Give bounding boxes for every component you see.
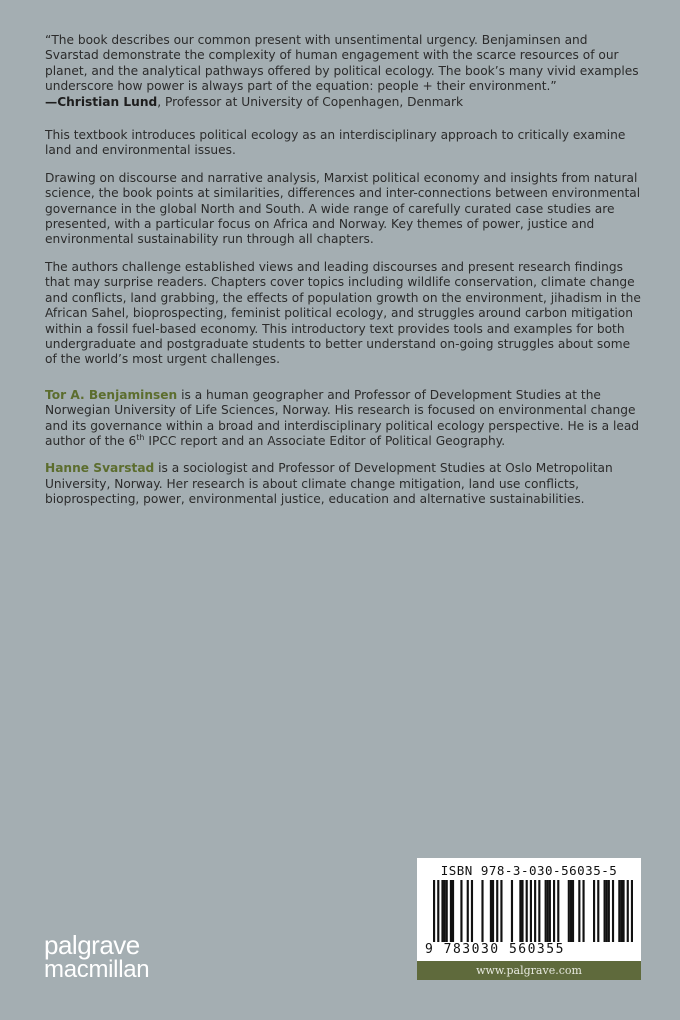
barcode-bar	[460, 880, 462, 942]
barcode-bar	[446, 880, 448, 942]
author-bio-text: IPCC report and an Associate Editor of Political Geography.	[144, 433, 506, 448]
barcode-bar	[549, 880, 551, 942]
barcode-bar	[582, 880, 584, 942]
barcode-bar	[433, 880, 435, 942]
barcode-bar	[534, 880, 536, 942]
isbn-label: ISBN 978-3-030-56035-5	[440, 863, 618, 878]
barcode-bar	[570, 880, 572, 942]
author-bio	[45, 388, 643, 450]
author-name: Hanne Svarstad	[45, 461, 155, 476]
barcode-bar	[545, 880, 547, 942]
barcode-bar	[631, 880, 633, 942]
description-paragraph: The authors challenge established views and leading discourses and present research findings that may surprise readers. Chapters cover topics including wildlife conservation, climate change and conflicts, land grabbing, the effects of population growth on the environment, jihadism in the African Sahel, bioprospecting, feminist political ecology, and struggles around carbon mitigation within a fossil fuel-based economy. This introductory text provides tools and examples for both undergraduate and postgraduate students to better understand on-going struggles about some of the world’s most urgent challenges.	[45, 259, 641, 367]
barcode-bar	[437, 880, 439, 942]
barcode-bar	[593, 880, 595, 942]
barcode-bar	[481, 880, 483, 942]
author-name: Tor A. Benjaminsen	[45, 387, 178, 402]
barcode-bar	[526, 880, 528, 942]
author-bio-text: is a sociologist and Professor of Development Studies at Oslo Metropolitan University, Norway. Her research is about climate change mitigation, land use conflicts, bioprospecting, power, environmental justice, education and alternative sustainabilities.	[45, 461, 613, 507]
barcode-bar	[521, 880, 523, 942]
barcode-bar	[538, 880, 540, 942]
barcode-box	[417, 858, 641, 961]
barcode-bar	[511, 880, 513, 942]
barcode-bar	[620, 880, 622, 942]
barcode-bar	[557, 880, 559, 942]
barcode-bar	[622, 880, 624, 942]
barcode-bar	[492, 880, 494, 942]
barcode-bar	[452, 880, 454, 942]
barcode-bar	[519, 880, 521, 942]
barcode-bar	[500, 880, 502, 942]
quote-text: “The book describes our common present with unsentimental urgency. Benjaminsen and Svarstad demonstrate the complexity of human engagement with the scarce resources of our planet, and the analytical pathways offered by political ecology. The book’s many vivid examples underscore how power is always part of the equation: people + their environment.”	[45, 33, 639, 94]
barcode-bar	[444, 880, 446, 942]
back-cover-text	[45, 33, 643, 520]
barcode	[433, 880, 633, 942]
barcode-bar	[568, 880, 570, 942]
barcode-bar	[471, 880, 473, 942]
publisher-url: www.palgrave.com	[417, 961, 641, 980]
logo-line-palgrave: palgrave	[44, 930, 140, 960]
barcode-bar	[450, 880, 452, 942]
barcode-bar	[530, 880, 532, 942]
barcode-bar	[496, 880, 498, 942]
description-paragraph: This textbook introduces political ecology as an interdisciplinary approach to critically examine land and environmental issues.	[45, 128, 626, 158]
barcode-bar	[553, 880, 555, 942]
barcode-bar	[618, 880, 620, 942]
barcode-bar	[612, 880, 614, 942]
superscript: th	[136, 432, 145, 442]
quote-attribution-affiliation: , Professor at University of Copenhagen, Denmark	[157, 94, 464, 109]
barcode-bar	[606, 880, 608, 942]
barcode-bar	[597, 880, 599, 942]
barcode-bar	[604, 880, 606, 942]
logo-line-macmillan: macmillan	[44, 956, 150, 983]
quote-attribution-name: —Christian Lund	[45, 94, 158, 109]
publisher-logo	[44, 932, 149, 982]
endorsement-quote	[45, 33, 643, 110]
barcode-bar	[547, 880, 549, 942]
barcode-bar	[441, 880, 443, 942]
author-bio	[45, 461, 643, 507]
barcode-bar	[467, 880, 469, 942]
barcode-digits: 9 783030 560355	[425, 942, 565, 957]
author-bio-text: is a human geographer and Professor of Development Studies at the Norwegian University of Life Sciences, Norway. His research is focused on environmental change and its governance within a broad and interdisciplinary political ecology perspective. He is a lead author of the 6	[45, 387, 640, 448]
barcode-bar	[490, 880, 492, 942]
barcode-bar	[627, 880, 629, 942]
barcode-bar	[572, 880, 574, 942]
barcode-bar	[578, 880, 580, 942]
description-paragraph: Drawing on discourse and narrative analysis, Marxist political economy and insights from natural science, the book points at similarities, differences and inter-connections between environmental governance in the global North and South. A wide range of carefully curated case studies are presented, with a particular focus on Africa and Norway. Key themes of power, justice and environmental sustainability run through all chapters.	[45, 170, 641, 247]
barcode-bar	[608, 880, 610, 942]
